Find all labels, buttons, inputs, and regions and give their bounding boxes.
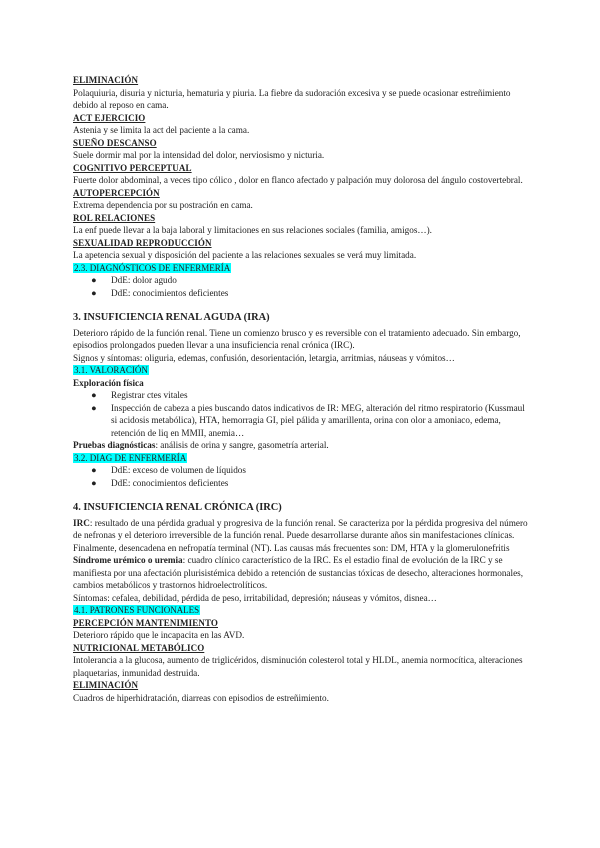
heading-sueno-descanso: SUEÑO DESCANSO <box>73 137 157 148</box>
list-item <box>73 464 533 477</box>
heading-cognitivo-perceptual: COGNITIVO PERCEPTUAL <box>73 162 192 173</box>
text-sindrome-uremico <box>73 554 533 592</box>
heading-autopercepcion: AUTOPERCEPCIÓN <box>73 187 160 198</box>
heading-percepcion-mantenimiento: PERCEPCIÓN MANTENIMIENTO <box>73 617 218 628</box>
list-item <box>73 477 533 490</box>
text-nutricional-metabolico: Intolerancia a la glucosa, aumento de triglicéridos, disminución colesterol total y HLDL, anemia normocítica, alteraciones plaquetarias, inmunidad destruida. <box>73 655 523 678</box>
text-cognitivo-perceptual: Fuerte dolor abdominal, a veces tipo cólico , dolor en flanco afectado y palpación muy dolorosa del ángulo costovertebral. <box>73 175 523 185</box>
list-item <box>73 274 533 287</box>
list-item-text: Registrar ctes vitales <box>111 390 188 400</box>
section-title-irc: 4. INSUFICIENCIA RENAL CRÓNICA (IRC) <box>73 502 282 513</box>
list-exploracion <box>73 389 533 439</box>
highlight-diagnosticos-23: 2.3. DIAGNÓSTICOS DE ENFERMERÍA <box>74 262 231 273</box>
text-rol-relaciones: La enf puede llevar a la baja laboral y limitaciones en sus relaciones sociales (familia, amigos…). <box>73 225 432 235</box>
heading-sexualidad: SEXUALIDAD REPRODUCCIÓN <box>73 237 212 248</box>
section-title-ira: 3. INSUFICIENCIA RENAL AGUDA (IRA) <box>73 312 270 323</box>
text-ira-signos: Signos y síntomas: oliguria, edemas, confusión, desorientación, letargia, arritmias, náuseas y vómitos… <box>73 352 455 363</box>
text-percepcion-mantenimiento: Deterioro rápido que le incapacita en las AVD. <box>73 630 245 640</box>
heading-act-ejercicio: ACT EJERCICIO <box>73 112 146 123</box>
list-diagnosticos-23 <box>73 274 533 299</box>
highlight-diag-enfermeria: 3.2. DIAG DE ENFERMERÍA <box>74 452 187 463</box>
bullet-icon: ● <box>91 275 97 285</box>
bullet-icon: ● <box>91 390 97 400</box>
page-content <box>73 74 533 704</box>
list-item-text: DdE: conocimientos deficientes <box>111 287 229 298</box>
label-pruebas-diagnosticas: Pruebas diagnósticas <box>73 440 156 450</box>
text-act-ejercicio: Astenia y se limita la act del paciente a la cama. <box>73 125 250 135</box>
irc-def-text: : resultado de una pérdida gradual y progresiva de la función renal. Se caracteriza por la pérdida progresiva del número de nefronas y el deterioro irreversible de la función renal. Puede desarrollarse durante años sin manifestaciones clínicas. Finalmente, desencadena en nefropatía terminal (NT). Las causas más frecuentes son: DM, HTA y la glomerulonefritis <box>73 517 528 553</box>
bullet-icon: ● <box>91 465 97 475</box>
text-pruebas-diagnosticas <box>73 439 533 452</box>
list-item-text: Inspección de cabeza a pies buscando datos indicativos de IR: MEG, alteración del ritmo respiratorio (Kussmaul si acidosis metabólica), HTA, hemorragia GI, piel pálida y amarillenta, orina con olor a amoniaco, edema, retención de liq en MMII, anemia… <box>111 402 525 438</box>
text-eliminacion: Polaquiuria, disuria y nicturia, hematuria y piuria. La fiebre da sudoración excesiva y se puede ocasionar estreñimiento debido al reposo en cama. <box>73 87 511 110</box>
label-sindrome-uremico: Síndrome urémico o uremia <box>73 555 183 565</box>
list-item-text: DdE: exceso de volumen de líquidos <box>111 465 246 475</box>
text-irc-definicion <box>73 517 533 555</box>
pruebas-text: : análisis de orina y sangre, gasometría arterial. <box>155 440 329 450</box>
heading-nutricional-metabolico: NUTRICIONAL METABÓLICO <box>73 642 205 653</box>
text-autopercepcion: Extrema dependencia por su postración en cama. <box>73 200 253 210</box>
text-sueno-descanso: Suele dormir mal por la intensidad del dolor, nerviosismo y nicturia. <box>73 150 325 160</box>
highlight-patrones-funcionales: 4.1. PATRONES FUNCIONALES <box>74 605 200 615</box>
label-irc: IRC <box>73 517 90 528</box>
list-diag-ira <box>73 464 533 489</box>
heading-eliminacion: ELIMINACIÓN <box>73 75 139 85</box>
label-exploracion-fisica: Exploración física <box>73 377 144 388</box>
list-item <box>73 287 533 300</box>
list-item-text: DdE: conocimientos deficientes <box>111 477 229 488</box>
list-item <box>73 389 533 402</box>
bullet-icon: ● <box>91 287 97 298</box>
heading-eliminacion-irc: ELIMINACIÓN <box>73 680 139 690</box>
sindrome-text: : cuadro clínico característico de la IRC. Es el estadio final de evolución de la IRC y se manifiesta por una afectación plurisistémica debido a retención de sustancias tóxicas de desecho, alteraciones hormonales, cambios metabólicos y trastornos hidroelectrolíticos. <box>73 555 524 590</box>
list-item-text: DdE: dolor agudo <box>111 275 177 285</box>
highlight-valoracion: 3.1. VALORACIÓN <box>74 365 148 375</box>
bullet-icon: ● <box>91 477 97 488</box>
text-ira-intro: Deterioro rápido de la función renal. Tiene un comienzo brusco y es reversible con el tratamiento adecuado. Sin embargo, episodios prolongados pueden llevar a una insuficiencia renal crónica (IRC). <box>73 327 521 350</box>
text-sexualidad: La apetencia sexual y disposición del paciente a las relaciones sexuales se verá muy limitada. <box>73 250 417 260</box>
bullet-icon: ● <box>91 402 97 413</box>
text-eliminacion-irc: Cuadros de hiperhidratación, diarreas con episodios de estreñimiento. <box>73 692 329 703</box>
text-sintomas: Síntomas: cefalea, debilidad, pérdida de peso, irritabilidad, depresión; náuseas y vómitos, disnea… <box>73 592 437 603</box>
list-item <box>73 402 533 440</box>
heading-rol-relaciones: ROL RELACIONES <box>73 212 156 223</box>
